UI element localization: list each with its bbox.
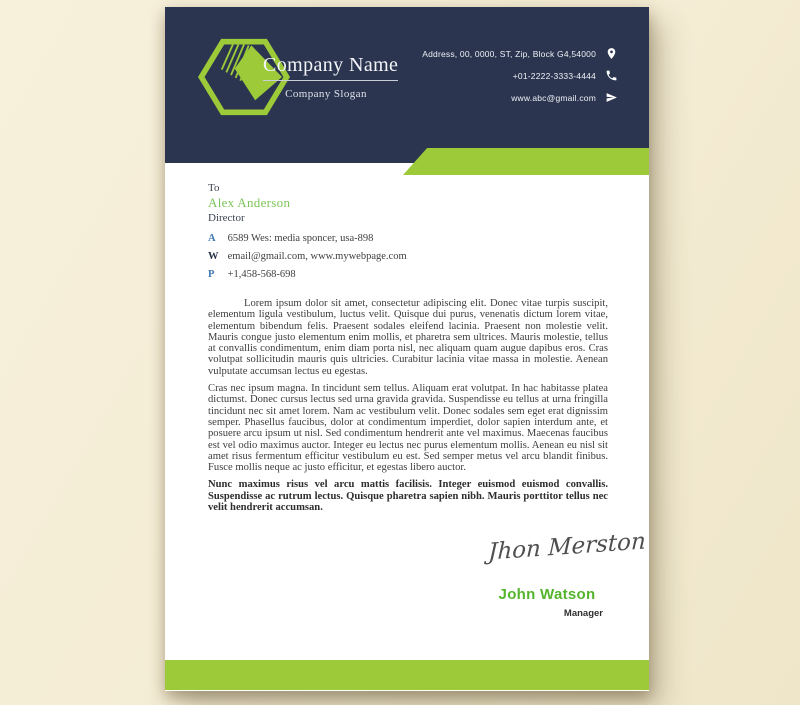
letter-body	[208, 298, 608, 519]
green-footer-bar	[165, 660, 649, 690]
paragraph-2: Cras nec ipsum magna. In tincidunt sem tellus. Aliquam erat volutpat. In hac habitasse platea dictumst. Donec cursus lectus sed urna gravida gravida. Suspendisse eu tellus at urna fringilla tincidunt nec sit amet lorem. Nam ac vestibulum velit. Donec sodales sem eget erat dignissim semper. Phasellus faucibus, dolor at condimentum imperdiet, dolor sapien interdum ante, et posuere arcu ipsum ut nisl. Sed condimentum hendrerit ante vel maximus. Maecenas faucibus est vel odio maximus auctor. Integer eu lectus nec purus elementum mollis. Aenean eu nisl sit amet risus fermentum efficitur vestibulum eu est. Sed semper metus vel arcu blandit finibus. Fusce mollis neque ac justo efficitur, et egestas libero auctor.	[208, 383, 608, 474]
phone-row	[422, 69, 618, 82]
phone-icon	[605, 69, 618, 82]
recipient-web-text: email@gmail.com, www.mywebpage.com	[227, 251, 407, 262]
letterhead-page	[165, 7, 649, 691]
signatory-title: Manager	[563, 608, 603, 619]
recipient-phone-text: +1,458-568-698	[227, 269, 296, 280]
recipient-contact-lines	[208, 233, 407, 280]
signatory-name: John Watson	[498, 586, 596, 603]
recipient-phone-line	[208, 269, 407, 280]
green-ribbon	[403, 148, 649, 175]
recipient-title: Director	[208, 212, 245, 224]
address-row	[422, 47, 618, 60]
recipient-name: Alex Anderson	[208, 195, 291, 210]
recipient-address-line	[208, 233, 407, 244]
company-name: Company Name	[263, 54, 398, 81]
company-slogan: Company Slogan	[285, 88, 367, 100]
header-contact-block	[422, 47, 618, 104]
paragraph-3: Nunc maximus risus vel arcu mattis facilisis. Integer euismod euismod convallis. Suspendisse ac rutrum lectus. Quisque pharetra sapien nibh. Mauris porttitor tellus nec velit hendrerit accumsan.	[208, 479, 608, 514]
phone-prefix: P	[208, 269, 215, 280]
recipient-block	[208, 182, 407, 287]
address-text: Address, 00, 0000, ST, Zip, Block G4,54000	[422, 48, 596, 59]
location-pin-icon	[605, 47, 618, 60]
recipient-address-text: 6589 Wes: media sponcer, usa-898	[227, 233, 374, 244]
address-prefix: A	[208, 233, 216, 244]
email-row	[422, 91, 618, 104]
paper-plane-icon	[605, 91, 618, 104]
brand-block	[263, 54, 399, 100]
to-label: To	[208, 182, 220, 194]
paragraph-1: Lorem ipsum dolor sit amet, consectetur adipiscing elit. Donec vitae turpis suscipit, elementum ligula vestibulum, luctus velit. Quisque dui purus, venenatis dictum lorem vitae, elementum bibendum felis. Praesent sodales eleifend lacinia. Praesent non molestie velit. Mauris congue justo elementum enim mollis, et pharetra sem ultrices. Mauris molestie, tellus at convallis condimentum, enim diam porta nisl, nec aliquam quam augue dapibus eros. Cras volutpat sollicitudin mauris quis ultricies. Curabitur lacinia vitae massa in molestie. Aenean vulputate accumsan lectus eu egestas.	[208, 298, 608, 377]
phone-text: +01-2222-3333-4444	[512, 70, 596, 81]
web-prefix: W	[208, 251, 219, 262]
signature-script: Jhon Merston	[487, 528, 647, 566]
email-text: www.abc@gmail.com	[511, 92, 596, 103]
recipient-web-line	[208, 251, 407, 262]
letterhead-header	[165, 7, 649, 163]
